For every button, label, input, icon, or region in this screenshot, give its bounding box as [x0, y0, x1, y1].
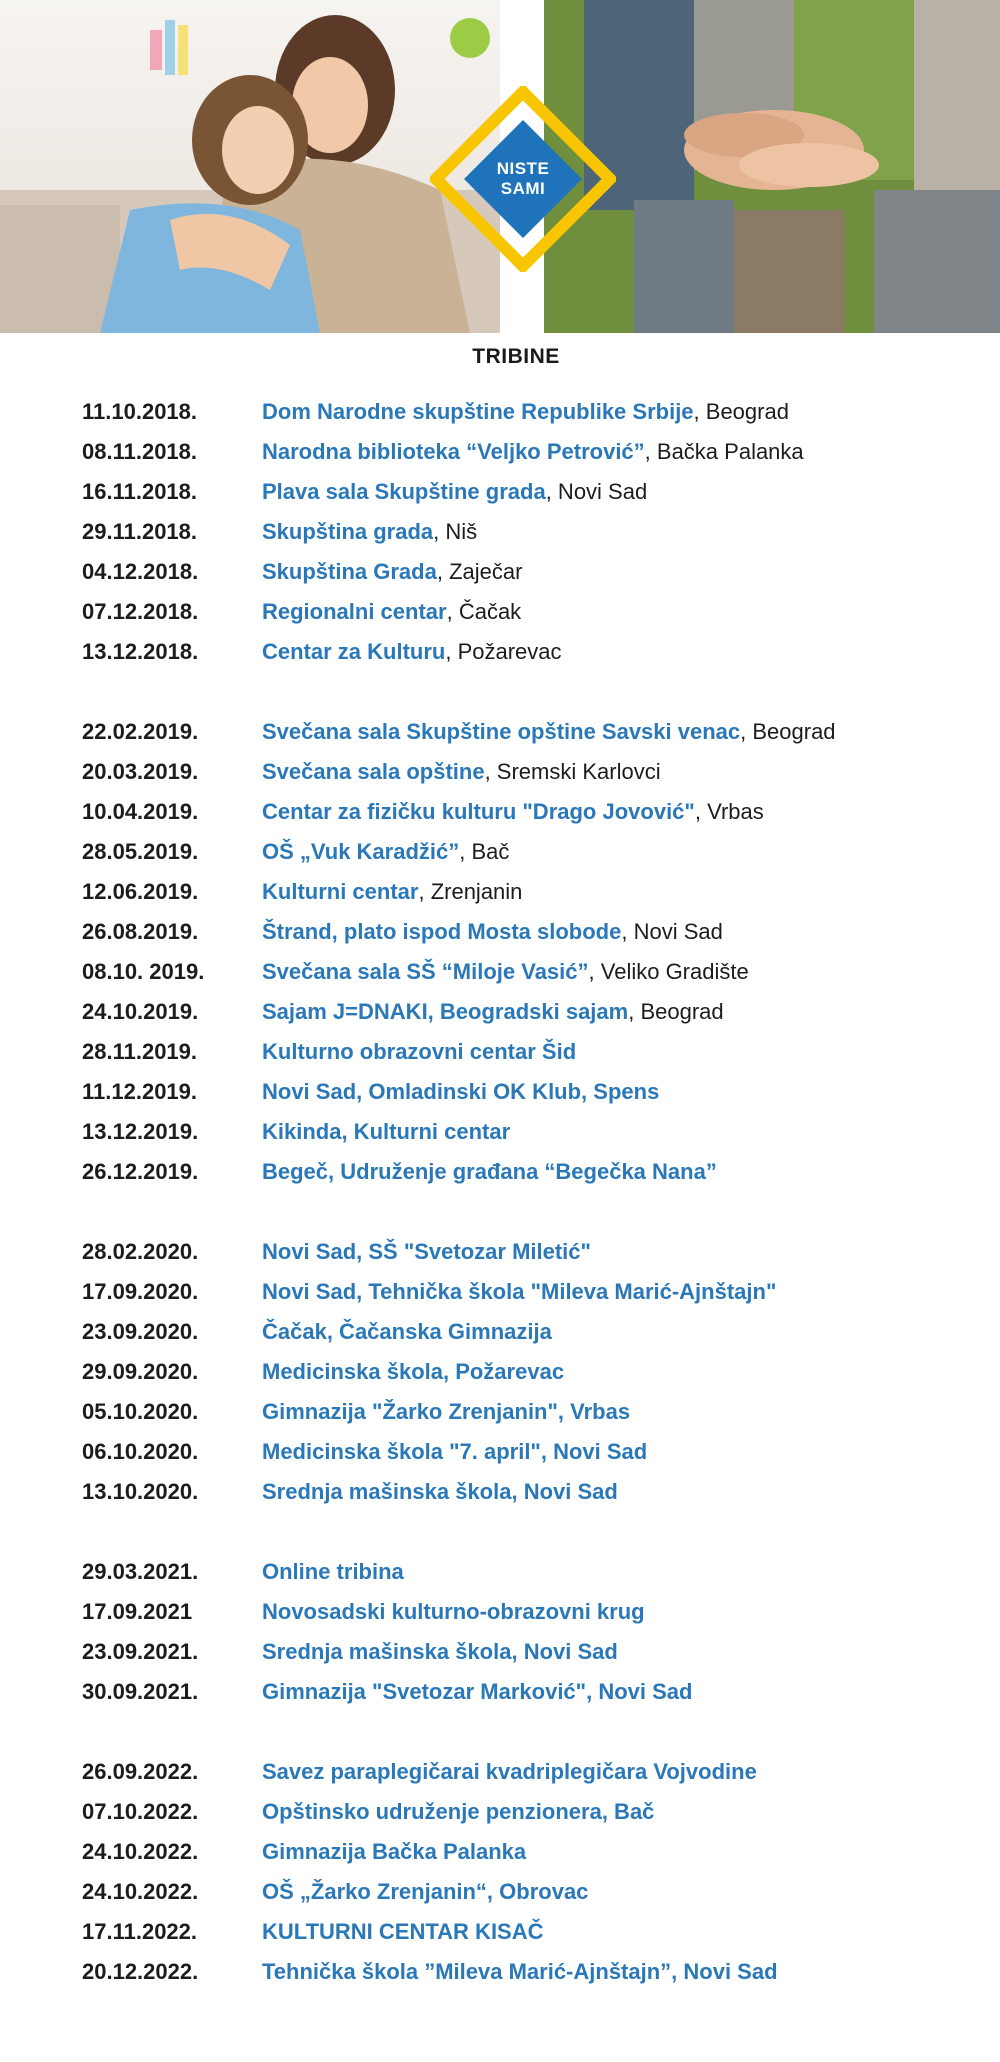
- event-date: 28.02.2020.: [82, 1239, 199, 1264]
- event-city: , Beograd: [740, 719, 836, 744]
- photo-mother-daughter: [0, 0, 500, 333]
- event-date: 20.12.2022.: [82, 1959, 199, 1984]
- event-venue-link[interactable]: Tehnička škola ”Mileva Marić-Ajnštajn”, Novi Sad: [262, 1959, 778, 1984]
- event-description: [262, 952, 1000, 992]
- event-city: , Novi Sad: [545, 479, 648, 504]
- event-date: 11.10.2018.: [82, 399, 198, 424]
- event-row: [0, 1232, 1000, 1272]
- event-group: [0, 1232, 1000, 1512]
- event-venue-link[interactable]: Novi Sad, Omladinski OK Klub, Spens: [262, 1079, 660, 1104]
- event-description: [262, 1792, 1000, 1832]
- event-row: [0, 1472, 1000, 1512]
- event-date: 30.09.2021.: [82, 1679, 199, 1704]
- event-description: [262, 1352, 1000, 1392]
- event-description: [262, 1912, 1000, 1952]
- event-description: [262, 552, 1000, 592]
- event-row: [0, 392, 1000, 432]
- event-date: 24.10.2022.: [82, 1879, 199, 1904]
- event-description: [262, 1952, 1000, 1992]
- event-date: 07.10.2022.: [82, 1799, 199, 1824]
- event-description: [262, 1872, 1000, 1912]
- event-description: [262, 512, 1000, 552]
- event-description: [262, 1472, 1000, 1512]
- event-description: [262, 592, 1000, 632]
- page-title: TRIBINE: [472, 345, 560, 368]
- event-date: 24.10.2022.: [82, 1839, 199, 1864]
- event-venue-link[interactable]: Savez paraplegičarai kvadriplegičara Vojvodine: [262, 1759, 757, 1784]
- niste-sami-logo: [430, 86, 616, 272]
- event-venue-link[interactable]: Skupština grada: [262, 519, 434, 544]
- event-row: [0, 1752, 1000, 1792]
- event-description: [262, 1432, 1000, 1472]
- event-group: [0, 1752, 1000, 1992]
- event-venue-link[interactable]: Skupština Grada: [262, 559, 437, 584]
- event-description: [262, 992, 1000, 1032]
- event-venue-link[interactable]: Medicinska škola "7. april", Novi Sad: [262, 1439, 648, 1464]
- event-venue-link[interactable]: Kulturno obrazovni centar Šid: [262, 1039, 577, 1064]
- header-banner: [0, 0, 1000, 333]
- event-date: 29.03.2021.: [82, 1559, 199, 1584]
- event-date: 22.02.2019.: [82, 719, 199, 744]
- event-row: [0, 552, 1000, 592]
- event-city: , Veliko Gradište: [588, 959, 749, 984]
- logo-line-1: NISTE: [496, 159, 550, 178]
- event-date: 26.09.2022.: [82, 1759, 199, 1784]
- event-description: [262, 792, 1000, 832]
- event-description: [262, 1752, 1000, 1792]
- event-date: 28.05.2019.: [82, 839, 199, 864]
- event-venue-link[interactable]: Dom Narodne skupštine Republike Srbije: [262, 399, 694, 424]
- event-description: [262, 1312, 1000, 1352]
- event-venue-link[interactable]: Centar za Kulturu: [262, 639, 446, 664]
- event-city: , Sremski Karlovci: [484, 759, 661, 784]
- event-venue-link[interactable]: Gimnazija "Svetozar Marković", Novi Sad: [262, 1679, 693, 1704]
- event-description: [262, 1592, 1000, 1632]
- event-row: [0, 1872, 1000, 1912]
- event-date: 29.11.2018.: [82, 519, 198, 544]
- event-venue-link[interactable]: Svečana sala SŠ “Miloje Vasić”: [262, 959, 589, 984]
- event-venue-link[interactable]: Sajam J=DNAKI, Beogradski sajam: [262, 999, 629, 1024]
- event-city: , Čačak: [446, 599, 522, 624]
- event-description: [262, 472, 1000, 512]
- event-venue-link[interactable]: Svečana sala Skupštine opštine Savski venac: [262, 719, 741, 744]
- event-date: 24.10.2019.: [82, 999, 199, 1024]
- event-row: [0, 912, 1000, 952]
- event-row: [0, 632, 1000, 672]
- event-city: , Beograd: [628, 999, 724, 1024]
- event-date: 17.09.2021: [82, 1599, 193, 1624]
- event-date: 10.04.2019.: [82, 799, 199, 824]
- event-row: [0, 1952, 1000, 1992]
- event-venue-link[interactable]: Medicinska škola, Požarevac: [262, 1359, 565, 1384]
- event-description: [262, 1672, 1000, 1712]
- event-venue-link[interactable]: OŠ „Žarko Zrenjanin“, Obrovac: [262, 1879, 589, 1904]
- event-description: [262, 752, 1000, 792]
- events-list: [0, 392, 1000, 2032]
- event-row: [0, 1912, 1000, 1952]
- event-venue-link[interactable]: OŠ „Vuk Karadžić”: [262, 839, 460, 864]
- event-date: 23.09.2020.: [82, 1319, 199, 1344]
- event-description: [262, 1392, 1000, 1432]
- event-city: , Vrbas: [694, 799, 764, 824]
- event-venue-link[interactable]: Čačak, Čačanska Gimnazija: [262, 1319, 552, 1344]
- event-date: 16.11.2018.: [82, 479, 198, 504]
- event-venue-link[interactable]: Novi Sad, SŠ "Svetozar Miletić": [262, 1239, 591, 1264]
- event-city: , Novi Sad: [621, 919, 723, 944]
- event-city: , Zrenjanin: [418, 879, 523, 904]
- event-date: 17.11.2022.: [82, 1919, 198, 1944]
- event-description: [262, 1632, 1000, 1672]
- event-description: [262, 1152, 1000, 1192]
- event-description: [262, 1112, 1000, 1152]
- event-row: [0, 1432, 1000, 1472]
- event-row: [0, 1352, 1000, 1392]
- event-date: 23.09.2021.: [82, 1639, 199, 1664]
- event-row: [0, 872, 1000, 912]
- event-venue-link[interactable]: Regionalni centar: [262, 599, 447, 624]
- event-city: , Bačka Palanka: [644, 439, 804, 464]
- event-date: 28.11.2019.: [82, 1039, 198, 1064]
- event-venue-link[interactable]: Svečana sala opštine: [262, 759, 485, 784]
- event-row: [0, 1112, 1000, 1152]
- event-row: [0, 592, 1000, 632]
- event-venue-link[interactable]: Kikinda, Kulturni centar: [262, 1119, 511, 1144]
- event-row: [0, 832, 1000, 872]
- event-row: [0, 1032, 1000, 1072]
- event-date: 29.09.2020.: [82, 1359, 199, 1384]
- event-description: [262, 432, 1000, 472]
- event-row: [0, 1072, 1000, 1112]
- event-row: [0, 792, 1000, 832]
- event-row: [0, 712, 1000, 752]
- event-city: , Požarevac: [445, 639, 562, 664]
- event-city: , Bač: [459, 839, 510, 864]
- event-date: 12.06.2019.: [82, 879, 199, 904]
- event-row: [0, 1832, 1000, 1872]
- event-city: , Zaječar: [436, 559, 523, 584]
- event-row: [0, 1552, 1000, 1592]
- event-group: [0, 392, 1000, 672]
- event-row: [0, 1392, 1000, 1432]
- event-date: 13.12.2018.: [82, 639, 199, 664]
- event-venue-link[interactable]: Gimnazija "Žarko Zrenjanin", Vrbas: [262, 1399, 631, 1424]
- event-date: 13.12.2019.: [82, 1119, 199, 1144]
- event-row: [0, 432, 1000, 472]
- event-row: [0, 1632, 1000, 1672]
- event-venue-link[interactable]: Gimnazija Bačka Palanka: [262, 1839, 527, 1864]
- event-row: [0, 1312, 1000, 1352]
- event-description: [262, 832, 1000, 872]
- event-group: [0, 1552, 1000, 1712]
- event-description: [262, 392, 1000, 432]
- event-row: [0, 1792, 1000, 1832]
- event-date: 17.09.2020.: [82, 1279, 199, 1304]
- event-venue-link[interactable]: Srednja mašinska škola, Novi Sad: [262, 1479, 618, 1504]
- event-row: [0, 1272, 1000, 1312]
- event-description: [262, 632, 1000, 672]
- event-date: 26.12.2019.: [82, 1159, 199, 1184]
- event-description: [262, 712, 1000, 752]
- event-venue-link[interactable]: KULTURNI CENTAR KISAČ: [262, 1919, 544, 1944]
- event-description: [262, 912, 1000, 952]
- event-row: [0, 992, 1000, 1032]
- event-date: 04.12.2018.: [82, 559, 199, 584]
- event-city: , Niš: [433, 519, 478, 544]
- event-group: [0, 712, 1000, 1192]
- event-date: 05.10.2020.: [82, 1399, 199, 1424]
- event-city: , Beograd: [693, 399, 789, 424]
- event-venue-link[interactable]: Štrand, plato ispod Mosta slobode: [262, 919, 622, 944]
- event-venue-link[interactable]: Srednja mašinska škola, Novi Sad: [262, 1639, 618, 1664]
- event-row: [0, 472, 1000, 512]
- event-row: [0, 752, 1000, 792]
- event-date: 06.10.2020.: [82, 1439, 199, 1464]
- event-date: 20.03.2019.: [82, 759, 199, 784]
- event-venue-link[interactable]: Novi Sad, Tehnička škola "Mileva Marić-Ajnštajn": [262, 1279, 777, 1304]
- event-description: [262, 1072, 1000, 1112]
- event-venue-link[interactable]: Narodna biblioteka “Veljko Petrović”: [262, 439, 645, 464]
- event-venue-link[interactable]: Begeč, Udruženje građana “Begečka Nana”: [262, 1159, 717, 1184]
- event-row: [0, 952, 1000, 992]
- event-row: [0, 1152, 1000, 1192]
- event-date: 13.10.2020.: [82, 1479, 199, 1504]
- event-row: [0, 512, 1000, 552]
- logo-line-2: SAMI: [500, 179, 546, 198]
- event-description: [262, 1232, 1000, 1272]
- event-venue-link[interactable]: Novosadski kulturno-obrazovni krug: [262, 1599, 645, 1624]
- event-date: 07.12.2018.: [82, 599, 199, 624]
- event-venue-link[interactable]: Centar za fizičku kulturu "Drago Jovović": [262, 799, 695, 824]
- event-description: [262, 1552, 1000, 1592]
- event-date: 26.08.2019.: [82, 919, 199, 944]
- event-row: [0, 1592, 1000, 1632]
- event-date: 11.12.2019.: [82, 1079, 198, 1104]
- event-description: [262, 1832, 1000, 1872]
- event-venue-link[interactable]: Opštinsko udruženje penzionera, Bač: [262, 1799, 655, 1824]
- event-date: 08.10. 2019.: [82, 959, 205, 984]
- event-row: [0, 1672, 1000, 1712]
- event-description: [262, 1032, 1000, 1072]
- event-date: 08.11.2018.: [82, 439, 198, 464]
- event-venue-link[interactable]: Plava sala Skupštine grada: [262, 479, 546, 504]
- event-description: [262, 872, 1000, 912]
- event-venue-link[interactable]: Online tribina: [262, 1559, 404, 1584]
- event-description: [262, 1272, 1000, 1312]
- event-venue-link[interactable]: Kulturni centar: [262, 879, 419, 904]
